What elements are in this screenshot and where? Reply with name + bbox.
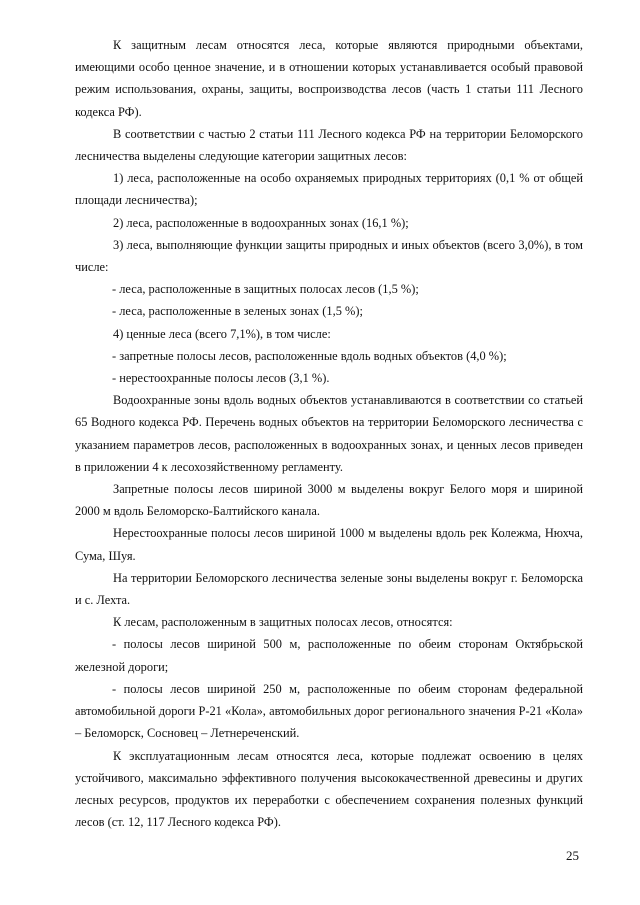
paragraph-water-protection-zones: Водоохранные зоны вдоль водных объектов устанавливаются в соответствии со статьей 65 Водного кодекса РФ. Перечень водных объектов на территории Беломорского лесничества с указанием параметров лесов, расположенных в водоохранных зонах, и ценных лесов приведен в приложении 4 к лесохозяйственному регламенту.	[75, 393, 583, 474]
paragraph-spawning-strips-rivers: Нерестоохранные полосы лесов шириной 1000 м выделены вдоль рек Колежма, Нюхча, Сума, Шуя.	[75, 526, 583, 563]
page-number: 25	[566, 848, 579, 863]
paragraph-protective-strips-intro: К лесам, расположенным в защитных полосах лесов, относятся:	[113, 615, 453, 630]
paragraph-green-zones-location: На территории Беломорского лесничества зеленые зоны выделены вокруг г. Беломорска и с. Лехта.	[75, 570, 583, 608]
paragraph-prohibited-strips-width: Запретные полосы лесов шириной 3000 м выделены вокруг Белого моря и шириной 2000 м вдоль Беломорско-Балтийского канала.	[75, 482, 583, 519]
list-item-water-protection-zones: 2) леса, расположенные в водоохранных зонах (16,1 %);	[113, 215, 409, 230]
paragraph-categories-intro: В соответствии с частью 2 статьи 111 Лесного кодекса РФ на территории Беломорского лесничества выделены следующие категории защитных лесов:	[75, 126, 583, 164]
sublist-item-prohibited-strips: - запретные полосы лесов, расположенные вдоль водных объектов (4,0 %);	[112, 348, 507, 363]
sublist-item-green-zones: - леса, расположенные в зеленых зонах (1,5 %);	[112, 304, 363, 319]
list-item-protected-areas: 1) леса, расположенные на особо охраняемых природных территориях (0,1 % от общей площади лесничества);	[75, 171, 583, 208]
sublist-item-spawning-strips: - нерестоохранные полосы лесов (3,1 %).	[112, 371, 330, 386]
sublist-item-protective-strips: - леса, расположенные в защитных полосах лесов (1,5 %);	[112, 282, 419, 297]
list-item-valuable-forests: 4) ценные леса (всего 7,1%), в том числе:	[113, 326, 331, 341]
paragraph-protective-forests-definition: К защитным лесам относятся леса, которые являются природными объектами, имеющими особо ценное значение, и в отношении которых устанавливается особый правовой режим использования, охраны, защиты, воспроизводства лесов (часть 1 статьи 111 Лесного кодекса РФ).	[75, 38, 583, 119]
list-item-protection-functions: 3) леса, выполняющие функции защиты природных и иных объектов (всего 3,0%), в том числе:	[75, 237, 583, 275]
document-body	[75, 34, 583, 833]
sublist-item-highway-strips: - полосы лесов шириной 250 м, расположенные по обеим сторонам федеральной автомобильной дороги Р-21 «Кола», автомобильных дорог регионального значения Р-21 «Кола» – Беломорск, Сосновец – Летнереченский.	[75, 681, 583, 741]
paragraph-exploitation-forests: К эксплуатационным лесам относятся леса, которые подлежат освоению в целях устойчивого, максимально эффективного получения высококачественной древесины и других лесных ресурсов, продуктов их переработки с обеспечением сохранения полезных функций лесов (ст. 12, 117 Лесного кодекса РФ).	[75, 748, 583, 830]
sublist-item-railway-strips: - полосы лесов шириной 500 м, расположенные по обеим сторонам Октябрьской железной дороги;	[75, 637, 583, 674]
